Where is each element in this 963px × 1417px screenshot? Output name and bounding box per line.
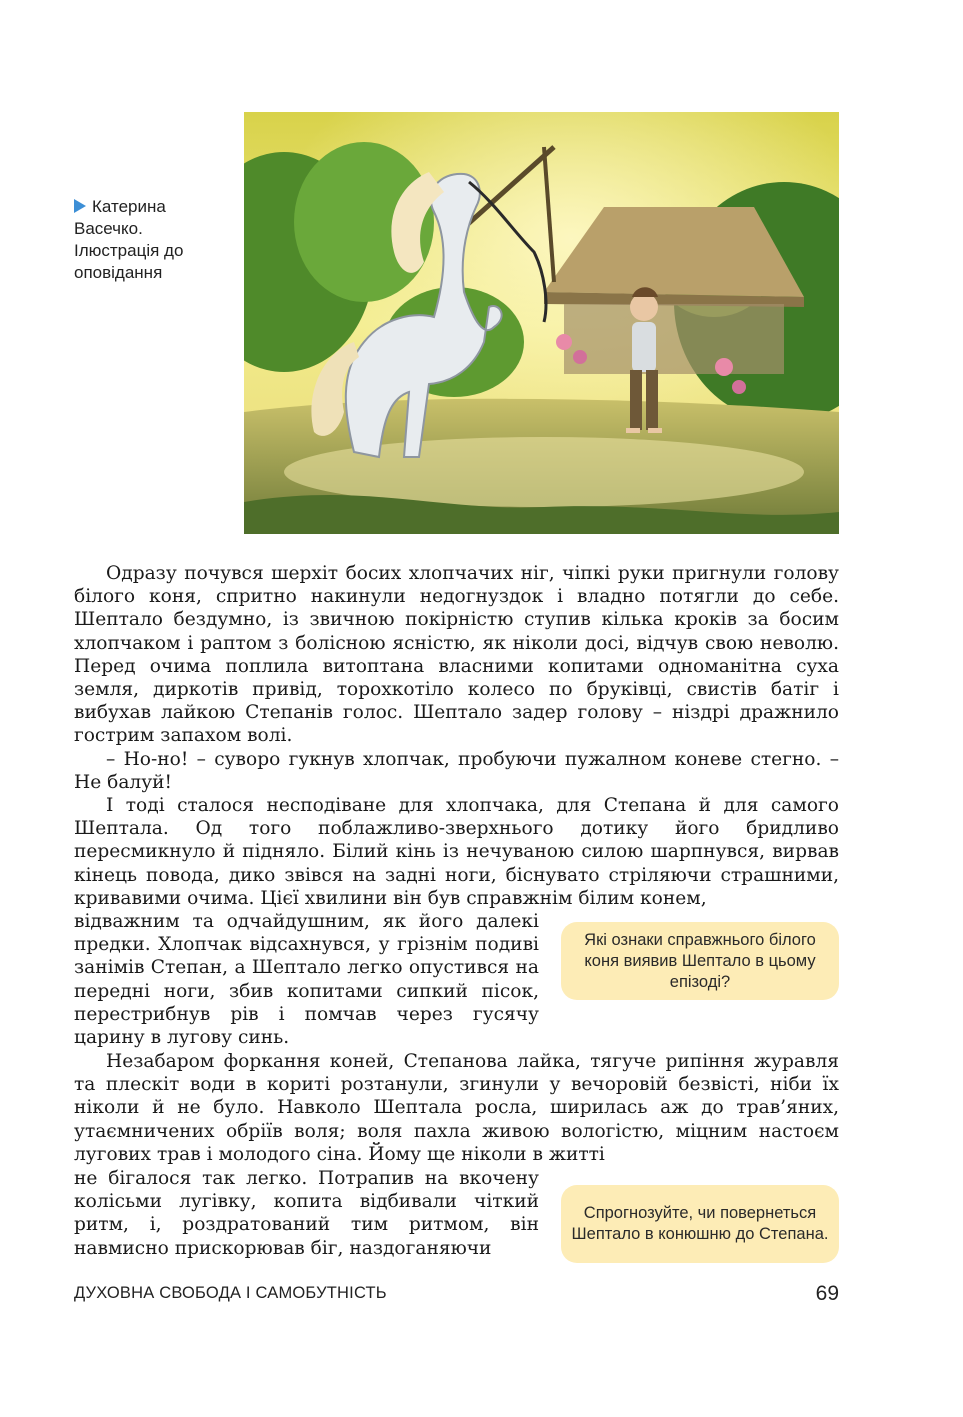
- question-note-1-text: Які ознаки справжнього білого коня виявив Шептало в цьому епізоді?: [584, 930, 816, 991]
- caption-line-3: Ілюстрація до: [74, 241, 184, 260]
- paragraph-4: Незабаром форкання коней, Степанова лайка, тягуче рипіння журавля та плескіт води в кориті розтанули, згинули у вечоровій безвісті, ніби їх ніколи й не було. Навколо Шептала росла, ширилась аж до трав’яних, утаємничених обріїв воля; воля пахла живою вологістю, міцним настоєм лугових трав і молодого сіна. Йому ще ніколи в житті: [74, 1051, 839, 1165]
- footer-section-title: ДУХОВНА СВОБОДА І САМОБУТНІСТЬ: [74, 1284, 387, 1302]
- illustration-horse-and-boy: [244, 112, 839, 534]
- body-text-middle: [74, 1050, 839, 1166]
- body-text-column-1: [74, 910, 539, 1049]
- question-note-2: [561, 1185, 839, 1263]
- illustration-caption: [74, 196, 224, 284]
- paragraph-4-continued: не бігалося так легко. Потрапив на вкочену колісьми лугівку, копита відбивали чіткий ритм, і, роздратований тим ритмом, він навмисно прискорював біг, наздоганяючи: [74, 1168, 539, 1259]
- body-text-column-2: [74, 1167, 539, 1260]
- paragraph-3-continued: відважним та одчайдушним, як його далекі предки. Хлопчак відсахнувся, у грізнім подиві занімів Степан, а Шептало легко опустився на передні ноги, збив копитами сипкий пісок, перестрибнув рів і помчав через гусячу царину в лугову синь.: [74, 911, 539, 1049]
- body-text-top: [74, 562, 839, 910]
- question-note-2-text: Спрогнозуйте, чи повернеться Шептало в конюшню до Степана.: [571, 1204, 829, 1243]
- paragraph-3: І тоді сталося несподіване для хлопчака, для Степана й для самого Шептала. Од того поблажливо-зверхнього дотику його бридливо пересмикнуло й підняло. Білий кінь із нечуваною силою шарпнувся, вирвав кінець повода, дико звівся на задні ноги, біснувато стріляючи страшними, кривавими очима. Цієї хвилини він був справжнім білим конем,: [74, 795, 839, 909]
- caption-line-2: Васечко.: [74, 219, 143, 238]
- caption-line-1: Катерина: [92, 197, 166, 216]
- paragraph-2: – Но-но! – суворо гукнув хлопчак, пробуючи пужалном коневе стегно. – Не балуй!: [74, 748, 839, 793]
- page-number: 69: [815, 1282, 839, 1305]
- caption-line-4: оповідання: [74, 263, 163, 282]
- play-triangle-icon: [74, 199, 86, 213]
- question-note-1: [561, 922, 839, 1000]
- paragraph-1: Одразу почувся шерхіт босих хлопчачих ніг, чіпкі руки пригнули голову білого коня, спритно накинули недогнуздок і владно потягли до себе. Шептало бездумно, із звичною покірністю ступив кілька кроків за босим хлопчаком і раптом з болісною ясністю, як ніколи досі, відчув свою неволю. Перед очима поплила витоптана власними копитами одноманітна суха земля, диркотів привід, торохкотіло колесо по бруківці, свистів батіг і вибухав лайкою Степанів голос. Шептало задер голову – ніздрі дражнило гострим запахом волі.: [74, 563, 839, 747]
